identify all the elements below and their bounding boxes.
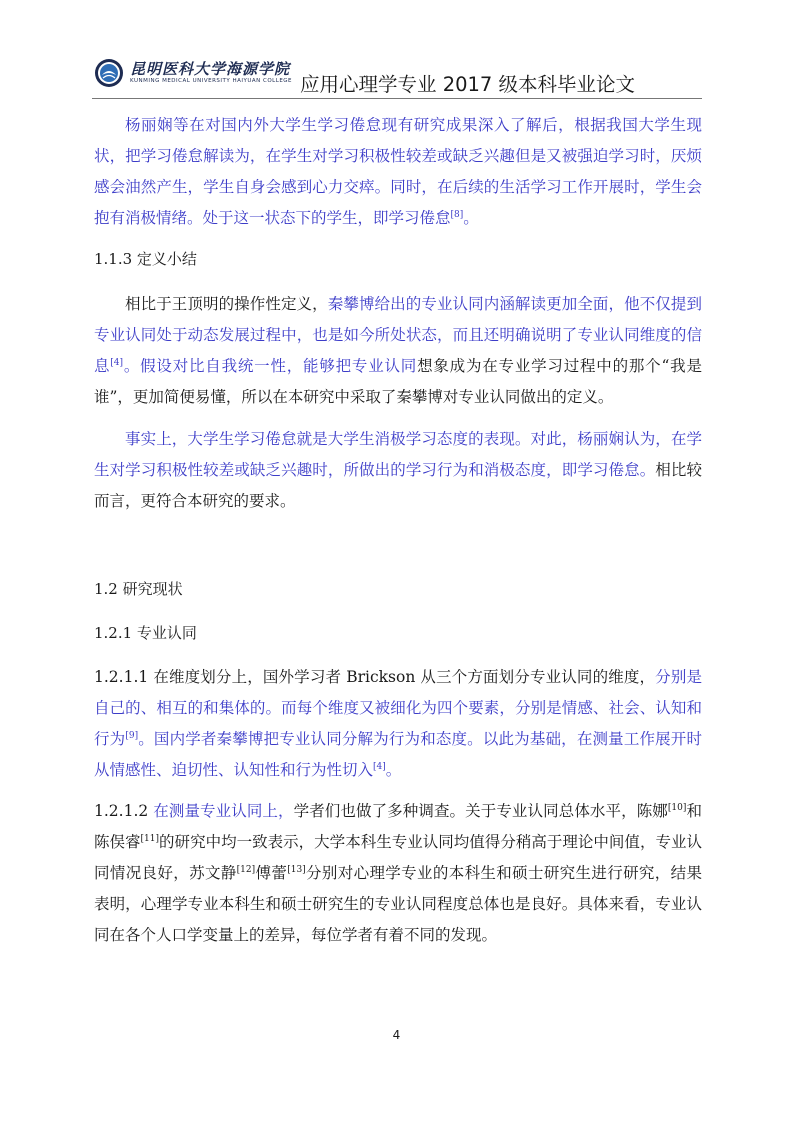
paragraph-text: 分别对心理学专业的本科生和硕士研究生进行研究，结果表明，心理学专业本科生和硕士研究生的专业认同程度总体也是良好。具体来看，专业认同在各个人口学变量上的差异，每位学者有着不同的发现。 [94, 864, 702, 944]
heading-1-2-1: 1.2.1 专业认同 [94, 624, 197, 642]
citation: [11] [140, 834, 160, 844]
heading-1-1-3: 1.1.3 定义小结 [94, 250, 197, 268]
paragraph-text: 傅蕾 [255, 864, 288, 882]
heading-1-2: 1.2 研究现状 [94, 580, 183, 598]
paragraph-text-highlight: 事实上，大学生学习倦怠就是大学生消极学习态度的表现。对此，杨丽娴认为，在学生对学习积极性较差或缺乏兴趣时，所做出的学习行为和消极态度，即学习倦怠。 [94, 430, 702, 479]
paragraph-text: 相比于王顶明的操作性定义， [125, 295, 328, 313]
citation: [8] [450, 210, 464, 220]
paragraph-dimensions [94, 662, 702, 786]
section-number: 1.2.1.2 [94, 802, 154, 820]
college-name: 昆明医科大学海源学院 [130, 60, 291, 78]
paragraph-text: 杨丽娴等在对国内外大学生学习倦怠现有研究成果深入了解后，根据我国大学生现状，把学习倦怠解读为，在学生对学习积极性较差或缺乏兴趣但是又被强迫学习时，厌烦感会油然产生，学生自身会感到心力交瘁。同时，在后续的生活学习工作开展时，学生会抱有消极情绪。处于这一状态下的学生，即学习倦怠 [94, 116, 702, 227]
paragraph-text: 在维度划分上，国外学习者 Brickson 从三个方面划分专业认同的维度， [153, 668, 656, 686]
paragraph-burnout-attitude [94, 424, 702, 517]
paragraph-text-highlight: 。 [385, 761, 402, 779]
paragraph-definition-summary [94, 289, 702, 413]
paragraph-text-highlight: 在测量专业认同上， [153, 802, 294, 820]
citation: [10] [667, 803, 687, 813]
paragraph-text: 想象成为在专业学习过程中的那个“我是谁”，更加简便易懂，所以在本研究中采取了秦攀博对专业认同做出的定义。 [94, 357, 702, 406]
paragraph-text-highlight: 。国内学者秦攀博把专业认同分解为行为和态度。以此为基础，在测量工作展开时从情感性、迫切性、认知性和行为性切入 [94, 730, 702, 779]
citation: [9] [125, 731, 139, 741]
citation: [12] [236, 865, 256, 875]
paragraph-learning-burnout [94, 110, 702, 234]
citation: [4] [110, 358, 124, 368]
header-divider [92, 98, 702, 99]
citation: [4] [373, 762, 386, 772]
paragraph-text: 和陈俣睿 [94, 802, 702, 851]
paragraph-text: 相比较而言，更符合本研究的要求。 [94, 461, 702, 510]
paragraph-text: 学者们也做了多种调查。关于专业认同总体水平，陈娜 [293, 802, 668, 820]
section-number: 1.2.1.1 [94, 668, 154, 686]
page-number: 4 [392, 1028, 401, 1042]
header-title: 应用心理学专业 2017 级本科毕业论文 [300, 73, 636, 96]
paragraph-text-highlight: 分别是自己的、相互的和集体的。而每个维度又被细化为四个要素，分别是情感、社会、认知和行为 [94, 668, 702, 748]
paragraph-text-highlight: 秦攀博给出的专业认同内涵解读更加全面，他不仅提到专业认同处于动态发展过程中，也是如今所处状态，而且还明确说明了专业认同维度的信息 [94, 295, 702, 375]
paragraph-text: 的研究中均一致表示，大学本科生专业认同均值得分稍高于理论中间值，专业认同情况良好，苏文静 [94, 833, 702, 882]
page-header [92, 52, 702, 98]
paragraph-text: 。 [463, 209, 479, 227]
college-logo-icon [94, 58, 124, 88]
college-name-english: KUNMING MEDICAL UNIVERSITY HAIYUAN COLLEGE [130, 78, 293, 84]
citation: [13] [287, 865, 306, 875]
paragraph-text-highlight: 。假设对比自我统一性，能够把专业认同 [123, 357, 418, 375]
paragraph-measurement [94, 796, 702, 951]
